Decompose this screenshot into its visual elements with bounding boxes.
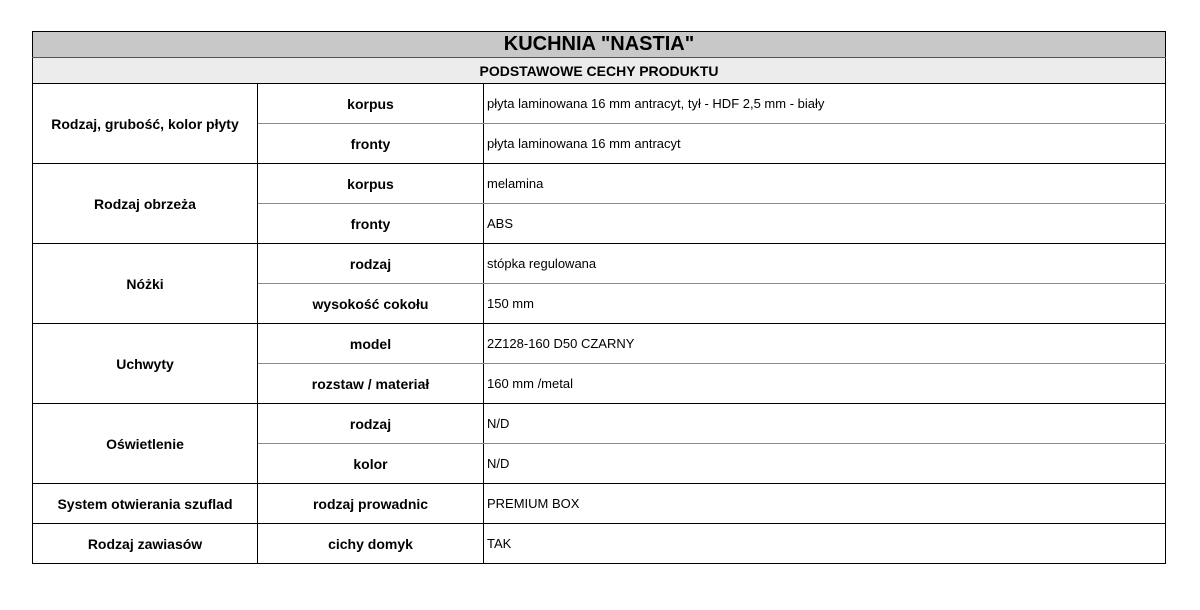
attribute-label: rodzaj prowadnic (258, 484, 484, 524)
spec-row (33, 484, 1166, 524)
attribute-label: korpus (258, 164, 484, 204)
attribute-value: 160 mm /metal (484, 364, 1166, 404)
attribute-label: rodzaj (258, 404, 484, 444)
attribute-label: rozstaw / materiał (258, 364, 484, 404)
attribute-value: PREMIUM BOX (484, 484, 1166, 524)
section-subtitle: PODSTAWOWE CECHY PRODUKTU (33, 58, 1166, 84)
group-label: Rodzaj, grubość, kolor płyty (33, 84, 258, 164)
attribute-value: TAK (484, 524, 1166, 564)
attribute-label: wysokość cokołu (258, 284, 484, 324)
group-label: Rodzaj zawiasów (33, 524, 258, 564)
group-label: Oświetlenie (33, 404, 258, 484)
spec-row (33, 404, 1166, 444)
attribute-label: cichy domyk (258, 524, 484, 564)
title-row (33, 32, 1166, 58)
attribute-value: N/D (484, 444, 1166, 484)
group-label: Rodzaj obrzeża (33, 164, 258, 244)
attribute-label: rodzaj (258, 244, 484, 284)
product-spec-table (32, 31, 1166, 564)
product-title: KUCHNIA "NASTIA" (33, 32, 1166, 58)
spec-row (33, 164, 1166, 204)
spec-table-body (33, 32, 1166, 564)
attribute-value: melamina (484, 164, 1166, 204)
attribute-value: 2Z128-160 D50 CZARNY (484, 324, 1166, 364)
group-label: System otwierania szuflad (33, 484, 258, 524)
group-label: Nóżki (33, 244, 258, 324)
attribute-label: kolor (258, 444, 484, 484)
spec-row (33, 244, 1166, 284)
attribute-value: płyta laminowana 16 mm antracyt, tył - HDF 2,5 mm - biały (484, 84, 1166, 124)
attribute-label: korpus (258, 84, 484, 124)
attribute-value: 150 mm (484, 284, 1166, 324)
spec-row (33, 324, 1166, 364)
attribute-value: N/D (484, 404, 1166, 444)
attribute-value: ABS (484, 204, 1166, 244)
attribute-label: model (258, 324, 484, 364)
subtitle-row (33, 58, 1166, 84)
attribute-value: stópka regulowana (484, 244, 1166, 284)
attribute-value: płyta laminowana 16 mm antracyt (484, 124, 1166, 164)
group-label: Uchwyty (33, 324, 258, 404)
attribute-label: fronty (258, 204, 484, 244)
spec-row (33, 524, 1166, 564)
attribute-label: fronty (258, 124, 484, 164)
spec-row (33, 84, 1166, 124)
